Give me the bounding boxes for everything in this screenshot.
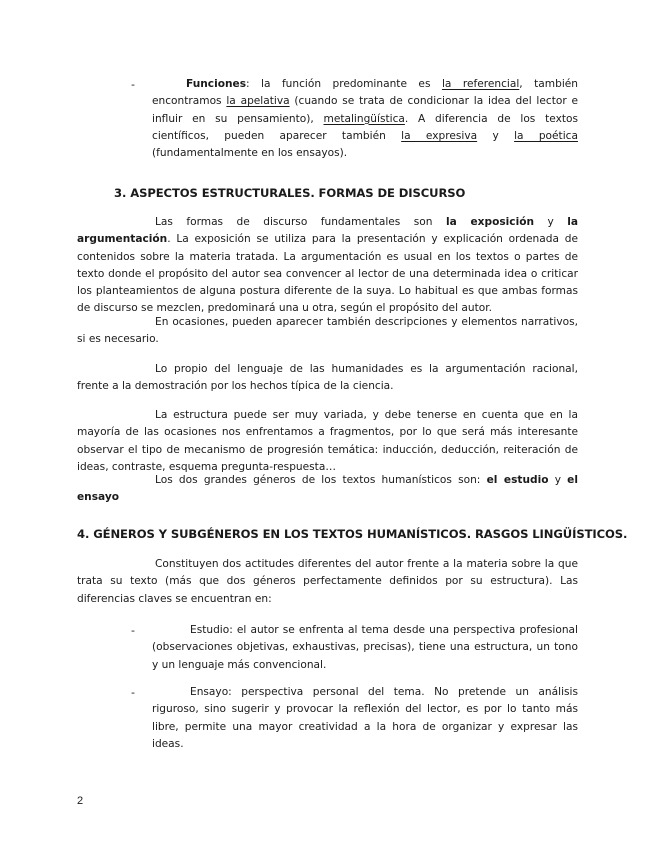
paragraph-text: Los dos grandes géneros de los textos humanísticos son: [155,474,487,486]
funciones-text: : la función predominante es [246,78,442,90]
funciones-text: (fundamentalmente en los ensayos). [152,147,348,160]
paragraph-text: . La exposición se utiliza para la presentación y explicación ordenada de contenidos sobre la materia tratada. La argumentación es usual en los textos o partes de texto donde el propósito del autor sea convencer al lector de una determinada idea o criticar los planteamientos de alguna postura diferente de la suya. Lo habitual es que ambas formas de discurso se mezclen, predominará una u otra, según el propósito del autor. [77,233,578,315]
section-heading: 4. GÉNEROS Y SUBGÉNEROS EN LOS TEXTOS HUMANÍSTICOS. RASGOS LINGÜÍSTICOS. [77,527,628,541]
paragraph: En ocasiones, pueden aparecer también descripciones y elementos narrativos, si es necesario. [77,316,578,346]
bold-term: el estudio [486,474,549,486]
underlined-term: metalingüística [323,112,405,125]
funciones-paragraph [152,76,578,162]
paragraph [77,214,578,318]
funciones-text: , también encontramos [152,78,578,108]
bullet-dash: - [131,624,135,637]
bold-term: la exposición [445,216,535,228]
funciones-text: y [477,129,515,142]
paragraph-text: Las formas de discurso fundamentales son [155,216,446,228]
list-item: Estudio: el autor se enfrenta al tema desde una perspectiva profesional (observaciones objetivas, exhaustivas, precisas), tiene una estructura, un tono y un lenguaje más convencional. [152,624,578,671]
funciones-label: Funciones [186,78,247,90]
page-number: 2 [77,795,84,807]
funciones-text: (cuando se trata de condicionar la idea del lector e influir en su pensamiento), [152,95,578,125]
paragraph: Lo propio del lenguaje de las humanidades es la argumentación racional, frente a la demostración por los hechos típica de la ciencia. [77,363,578,393]
paragraph-text: y [534,216,568,228]
underlined-term: la expresiva [401,129,478,142]
paragraph-text: y [548,474,568,486]
bold-term: la argumentación [77,216,579,246]
underlined-term: la poética [514,129,578,142]
underlined-term: la referencial [441,78,520,90]
paragraph [77,472,578,507]
funciones-text: . A diferencia de los textos científicos, pueden aparecer también [152,112,578,142]
bold-term: el ensayo [77,474,578,504]
list-item: Ensayo: perspectiva personal del tema. No pretende un análisis riguroso, sino sugerir y provocar la reflexión del lector, es por lo tanto más libre, permite una mayor creatividad a la hora de organizar y expresar las ideas. [152,686,578,750]
paragraph: La estructura puede ser muy variada, y debe tenerse en cuenta que en la mayoría de las ocasiones nos enfrentamos a fragmentos, por lo que será más interesante observar el tipo de mecanismo de progresión temática: inducción, deducción, reiteración de ideas, contraste, esquema pregunta-respuesta… [77,409,578,473]
bullet-dash: - [131,78,135,91]
paragraph: Constituyen dos actitudes diferentes del autor frente a la materia sobre la que trata su texto (más que dos géneros perfectamente definidos por su estructura). Las diferencias claves se encuentran en: [77,558,578,605]
underlined-term: la apelativa [226,95,290,108]
bullet-dash: - [131,686,135,699]
section-heading: 3. ASPECTOS ESTRUCTURALES. FORMAS DE DISCURSO [114,186,466,200]
